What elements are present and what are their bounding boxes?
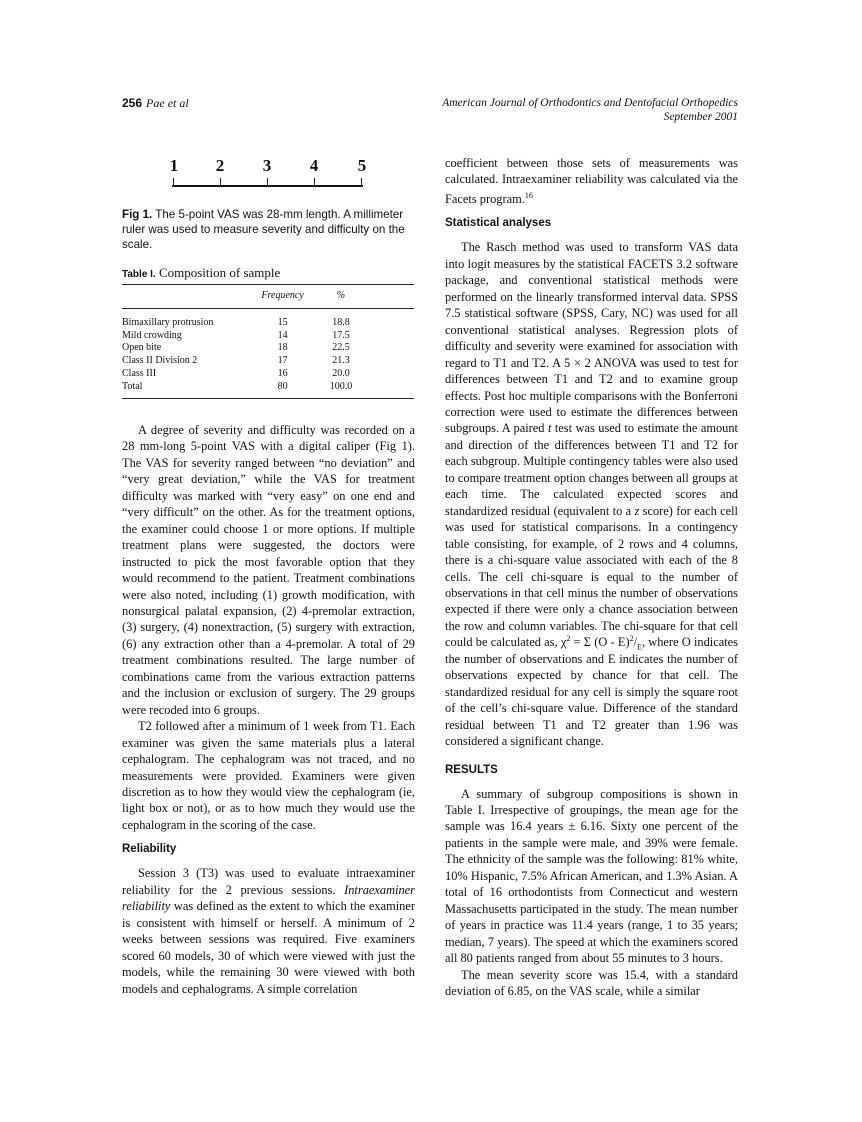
composition-table <box>122 284 414 399</box>
table-caption <box>122 265 280 281</box>
table-row <box>122 368 414 381</box>
body-paragraph: A degree of severity and difficulty was recorded on a 28 mm-long 5-point VAS with a digital caliper (Fig 1). The VAS for severity ranged between “no deviation” and “very great deviation,” while the VAS for treatment difficulty was marked with “very easy” on one end and “very difficult” on the other. As for the treatment options, the examiner could choose 1 or more options. If multiple treatment plans were suggested, the doctors were instructed to pick the most favorable option that they would recommend to the patient. Treatment combinations were also noted, including (1) growth modification, with nonsurgical palatal expansion, (2) 4-premolar extraction, (3) surgery, (4) nonextraction, (5) surgery with extraction, (6) any extraction other than a 4-premolar. A total of 29 treatment combinations resulted. The large number of combinations came from the various extraction patterns and the inclusion or exclusion of surgery. The 29 groups were recoded into 6 groups. <box>122 423 415 717</box>
scale-label: 5 <box>357 156 367 175</box>
scale-label: 1 <box>169 156 179 175</box>
table-row <box>122 308 414 329</box>
formula-part: χ <box>560 635 567 650</box>
cell-value: 16 <box>277 367 288 379</box>
body-paragraph: The mean severity score was 15.4, with a standard deviation of 6.85, on the VAS scale, while a similar <box>445 967 738 998</box>
journal-name: American Journal of Orthodontics and Dentofacial Orthopedics <box>442 97 738 109</box>
chi-square-formula <box>560 634 642 652</box>
row-label: Open bite <box>122 342 162 354</box>
formula-part: / <box>633 635 638 650</box>
column-header: % <box>336 290 346 301</box>
cell-value: 22.5 <box>332 342 350 354</box>
cell-value: 18 <box>277 342 288 354</box>
body-paragraph: T2 followed after a minimum of 1 week from T1. Each examiner was given the same materials plus a lateral cephalogram. The cephalogram was not traced, and no measurements were provided. Examiners were given discretion as to how they would view the cephalogram (ie, light box or not), or as to how much they would use the cephalogram in the scoring of the case. <box>122 719 415 832</box>
formula-part: 2 <box>629 634 634 644</box>
italic-term: Intraexaminer reliability <box>122 882 415 914</box>
body-paragraph <box>445 155 738 207</box>
issue-date: September 2001 <box>663 111 738 123</box>
text: test was used to estimate the amount and direction of the differences between T1 and T2 for each subgroup. Multiple contingency tables were also used to compare treatment option changes between all groups at each time. The calculated expected scores and standardized residual (equivalent to a <box>445 421 738 518</box>
cell-value: 15 <box>277 316 288 328</box>
vas-scale-figure <box>170 156 365 192</box>
cell-value: 100.0 <box>329 380 353 392</box>
running-header-left <box>122 96 189 111</box>
formula-part: E <box>637 642 642 652</box>
row-label: Mild crowding <box>122 329 182 341</box>
cell-value: 14 <box>277 329 288 341</box>
formula-part: = Σ (O - E) <box>570 635 630 650</box>
body-paragraph <box>445 239 738 749</box>
table-title: Composition of sample <box>158 265 281 280</box>
column-header: Frequency <box>261 290 304 301</box>
right-column <box>445 155 738 999</box>
table-row <box>122 342 414 355</box>
table-label: Table I. <box>122 269 156 280</box>
figure-label: Fig 1. <box>122 208 153 221</box>
body-paragraph: A summary of subgroup compositions is shown in Table I. Irrespective of groupings, the mean age for the sample was 16.4 years ± 6.16. Sixty one percent of the patients in the sample were male, and 39% were female. The ethnicity of the sample was the following: 81% white, 10% Hispanic, 7.5% African American, and 1.3% Asian. A total of 16 orthodontists from Connecticut and western Massachusetts participated in the study. The mean number of years in practice was 11.4 years (range, 1 to 35 years; median, 7 years). The speed at which the examiners scored all 80 patients ranged from about 55 minutes to 3 hours. <box>445 786 738 966</box>
section-heading-statistical-analyses: Statistical analyses <box>445 217 552 230</box>
authors: Pae et al <box>146 96 189 110</box>
scale-label: 4 <box>309 156 319 175</box>
table-header-row <box>122 285 414 309</box>
text: score) for each cell was used for statistical comparisons. In a contingency table consisting, for example, of 2 rows and 4 columns, there is a chi-square value associated with each of the 8 cells. The cell chi-square is equal to the number of observations in that cell minus the number of observations expected if there were only a chance association between the row and column variables. The chi-square for that cell could be calculated as, <box>445 503 738 650</box>
table-row <box>122 330 414 343</box>
text: coefficient between those sets of measurements was calculated. Intraexaminer reliability was calculated via the Facets program. <box>445 156 738 207</box>
text: , where O indicates the number of observations and E indicates the number of observations expected by chance for that cell. The standardized residual for any cell is simply the square root of the cell’s chi-square value. Difference of the standard residual between T1 and T2 greater than 1.96 was considered a significant change. <box>445 635 738 749</box>
column-header <box>122 285 253 309</box>
table-row <box>122 381 414 398</box>
section-heading-reliability: Reliability <box>122 843 177 856</box>
row-label: Total <box>122 380 143 392</box>
row-label: Bimaxillary protrusion <box>122 316 214 328</box>
table-row <box>122 355 414 368</box>
cell-value: 21.3 <box>332 355 350 367</box>
section-heading-results: RESULTS <box>445 763 498 776</box>
row-label: Class III <box>122 367 157 379</box>
formula-part: 2 <box>566 634 571 644</box>
page-number: 256 <box>122 96 143 110</box>
scale-label: 3 <box>262 156 272 175</box>
cell-value: 17 <box>277 355 288 367</box>
cell-value: 17.5 <box>332 329 350 341</box>
left-column <box>122 422 415 997</box>
body-paragraph <box>122 865 415 997</box>
figure-caption-text: The 5-point VAS was 28-mm length. A millimeter ruler was used to measure severity and difficulty on the scale. <box>122 208 405 251</box>
italic-term: t <box>547 421 552 436</box>
row-label: Class II Division 2 <box>122 355 198 367</box>
scale-line <box>172 185 363 187</box>
running-header-right <box>442 96 738 124</box>
cell-value: 80 <box>277 380 288 392</box>
scale-label: 2 <box>215 156 225 175</box>
figure-caption <box>122 207 422 252</box>
reference-superscript: 16 <box>524 190 533 200</box>
italic-term: z <box>634 503 640 518</box>
cell-value: 18.8 <box>332 316 350 328</box>
text: The Rasch method was used to transform VAS data into logit measures by the statistical FACETS 3.2 software package, and conventional statistical methods were performed on the linearly transformed interval data. SPSS 7.5 statistical software (SPSS, Cary, NC) was used for all conventional statistical analyses. Regression plots of difficulty and severity were examined for association with regard to T1 and T2. A 5 × 2 ANOVA was used to test for differences between T1 and T2 and to examine group effects. Post hoc multiple comparisons with the Bonferroni correction were used to estimate the differences between subgroups. A paired <box>445 240 738 436</box>
cell-value: 20.0 <box>332 367 350 379</box>
text: was defined as the extent to which the examiner is consistent with himself or herself. A minimum of 2 weeks between sessions was required. Five examiners scored 60 models, 30 of which were viewed with just the models, while the remaining 30 were viewed with both models and cephalograms. A simple correlation <box>122 899 415 996</box>
text: Session 3 (T3) was used to evaluate intraexaminer reliability for the 2 previous sessions. <box>122 866 415 897</box>
